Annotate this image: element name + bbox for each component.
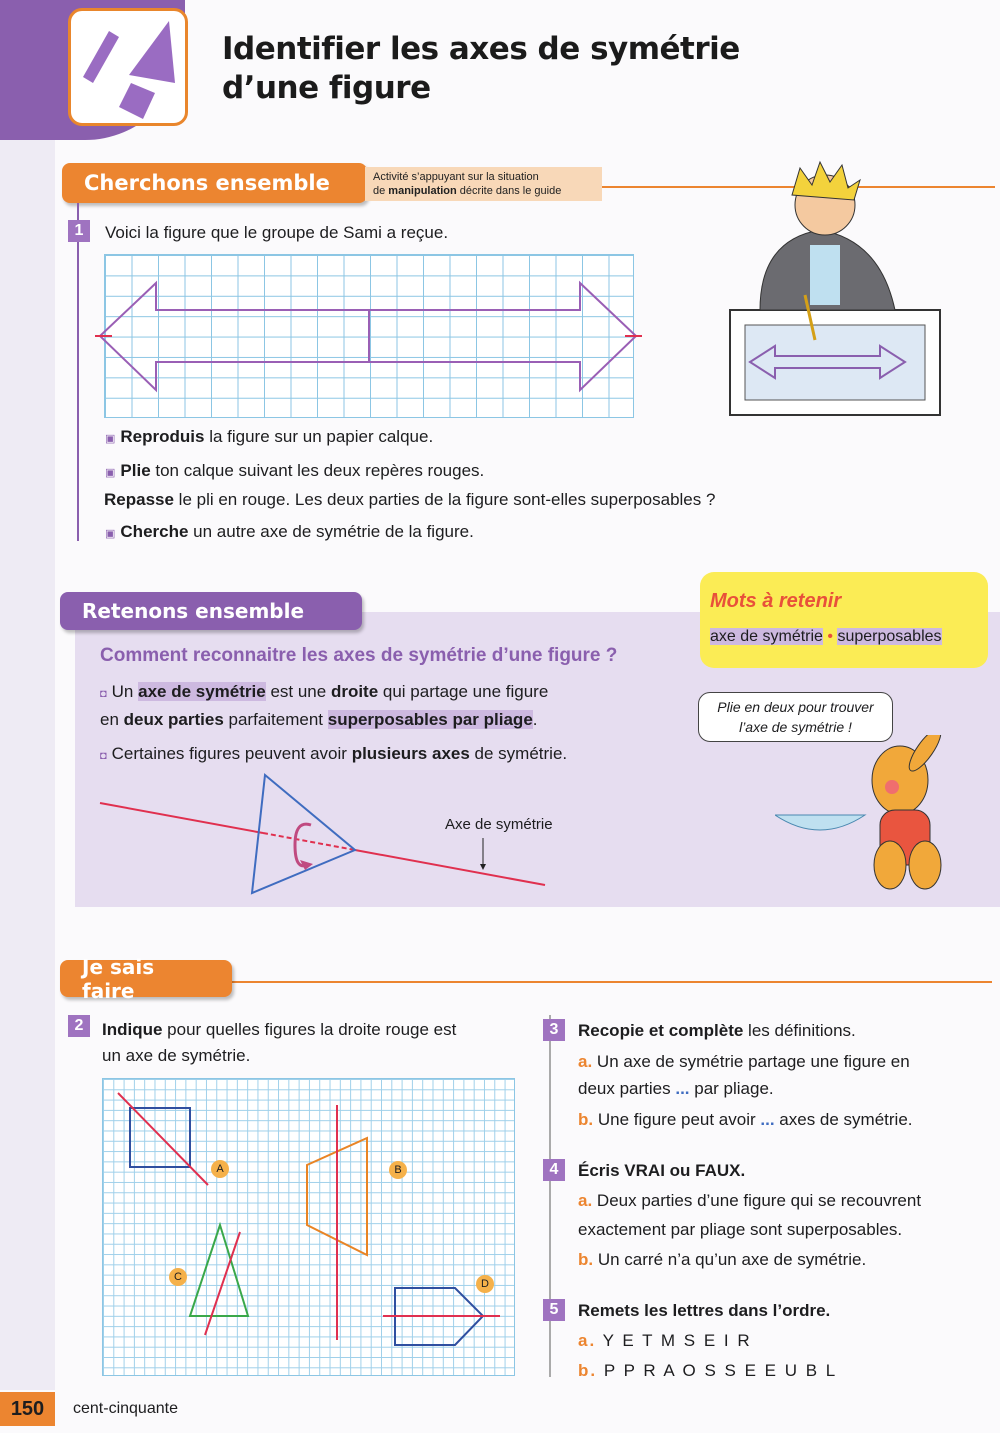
ex4-a: a. Deux parties d’une figure qui se recouvrent — [578, 1191, 922, 1210]
exercise-number: 1 — [68, 220, 90, 242]
side-strip — [0, 120, 55, 1390]
ex3-a-cont: deux parties ... par pliage. — [578, 1079, 774, 1098]
ex5-b: b. P P R A O S S E E U B L — [578, 1361, 838, 1380]
rule-line-1: ◘ Un axe de symétrie est une droite qui partage une figure — [100, 682, 549, 701]
divider — [232, 981, 992, 983]
ex5-instruction: Remets les lettres dans l’ordre. — [578, 1301, 831, 1320]
mots-words: axe de symétrie • superposables — [710, 628, 942, 645]
ex2-instruction-2: un axe de symétrie. — [102, 1046, 251, 1065]
rule-line-2: en deux parties parfaitement superposables par pliage. — [100, 710, 538, 729]
column-divider — [549, 1015, 551, 1377]
ex3-b: b. Une figure peut avoir ... axes de symétrie. — [578, 1110, 913, 1129]
axis-label: Axe de symétrie — [445, 816, 553, 833]
section-cherchons: Cherchons ensemble — [62, 163, 367, 203]
step-plie: ▣ Plie ton calque suivant les deux repères rouges. — [105, 461, 485, 480]
section-line — [77, 203, 79, 541]
exercise-number: 5 — [543, 1299, 565, 1321]
ex4-a-cont: exactement par pliage sont superposables. — [578, 1220, 903, 1239]
section-retenons: Retenons ensemble — [60, 592, 362, 630]
page-title: Identifier les axes de symétrie d’une figure — [222, 31, 740, 106]
ex3-a: a. Un axe de symétrie partage une figure en — [578, 1052, 910, 1071]
rule-line-3: ◘ Certaines figures peuvent avoir plusieurs axes de symétrie. — [100, 744, 568, 763]
ex1-intro: Voici la figure que le groupe de Sami a reçue. — [105, 223, 449, 242]
ex3-instruction: Recopie et complète les définitions. — [578, 1021, 856, 1040]
double-arrow-figure — [90, 270, 650, 400]
ex4-instruction: Écris VRAI ou FAUX. — [578, 1161, 746, 1180]
ex2-instruction: Indique pour quelles figures la droite rouge est — [102, 1020, 457, 1039]
step-repasse: Repasse le pli en rouge. Les deux parties de la figure sont-elles superposables ? — [104, 490, 716, 509]
figure-label-b: B — [389, 1161, 407, 1179]
page-number: 150 — [0, 1392, 55, 1426]
retenons-question: Comment reconnaitre les axes de symétrie d’une figure ? — [100, 645, 618, 666]
exercise-number: 3 — [543, 1019, 565, 1041]
activity-note: Activité s’appuyant sur la situation de manipulation décrite dans le guide — [365, 167, 602, 201]
rabbit-illustration — [775, 735, 965, 895]
ex5-a: a. Y E T M S E I R — [578, 1331, 752, 1350]
mots-a-retenir-box — [700, 572, 988, 668]
page-number-words: cent-cinquante — [73, 1400, 178, 1417]
speech-bubble: Plie en deux pour trouver l’axe de symétrie ! — [698, 692, 893, 742]
exercise-number: 2 — [68, 1015, 90, 1037]
triangle-symmetry-diagram — [95, 770, 555, 900]
exercise-number: 4 — [543, 1159, 565, 1181]
step-reproduis: ▣ Reproduis la figure sur un papier calque. — [105, 427, 434, 446]
symmetry-shapes — [102, 1078, 515, 1376]
boy-folding-illustration — [720, 160, 950, 425]
figure-label-d: D — [476, 1275, 494, 1293]
step-cherche: ▣ Cherche un autre axe de symétrie de la figure. — [105, 522, 474, 541]
mots-title: Mots à retenir — [710, 590, 842, 612]
section-je-sais-faire: Je sais faire — [60, 960, 232, 997]
figure-label-c: C — [169, 1268, 187, 1286]
figure-label-a: A — [211, 1160, 229, 1178]
ex4-b: b. Un carré n’a qu’un axe de symétrie. — [578, 1250, 867, 1269]
geometric-shapes-icon — [68, 8, 188, 126]
